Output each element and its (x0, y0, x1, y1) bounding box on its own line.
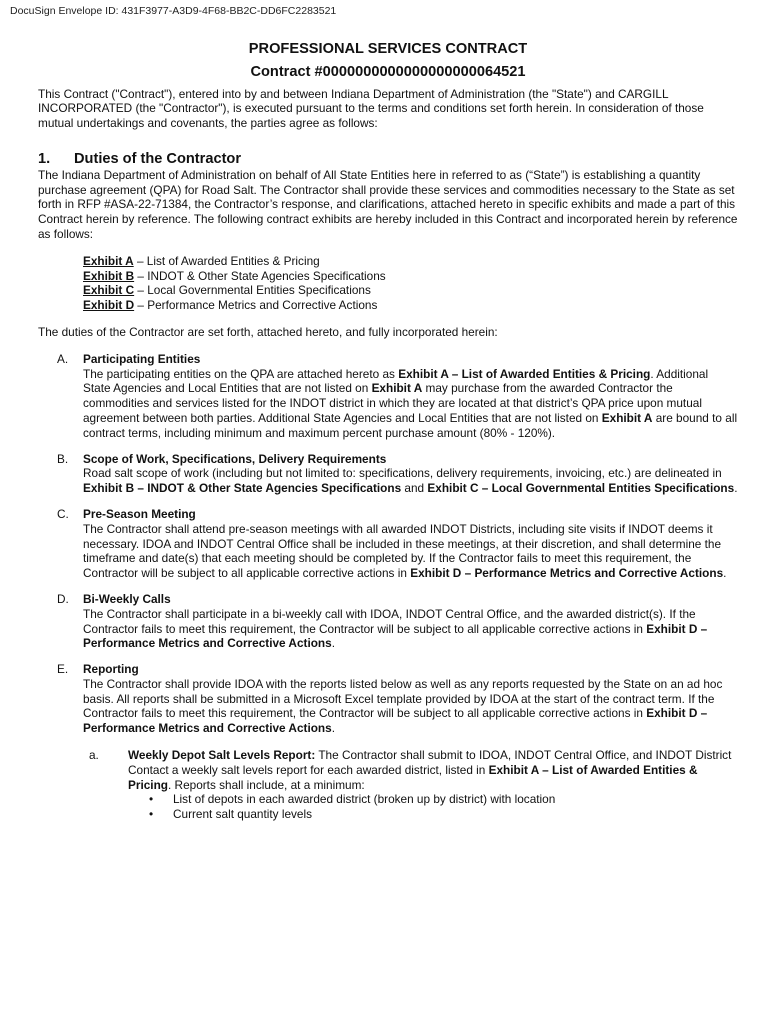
duties-list (38, 352, 738, 736)
list-item: • List of depots in each awarded district (broken up by district) with location (173, 792, 738, 807)
item-text: The participating entities on the QPA are attached hereto as Exhibit A – List of Awarded Entities & Pricing. Additional State Agencies and Local Entities that are not listed on Exhibit A may purchase from the awarded Contractor the commodities and services listed for the INDOT district in which they are located at that district’s QPA price upon mutual agreement between both parties. Additional State Agencies and Local Entities that are not listed on Exhibit A are bound to all contract terms, including minimum and maximum percent purchase amount (80% - 120%). (83, 366, 738, 440)
exhibit-list (83, 254, 738, 313)
item-letter: E. (57, 662, 69, 677)
sub-item-letter: a. (89, 748, 99, 763)
duty-item-e (38, 662, 738, 736)
exhibit-item (83, 254, 738, 269)
exhibit-text: – Local Governmental Entities Specifications (134, 283, 371, 298)
item-letter: C. (57, 506, 69, 521)
exhibit-label: Exhibit C (83, 283, 135, 298)
duty-item-c (38, 507, 738, 581)
item-heading: Pre-Season Meeting (83, 506, 196, 521)
exhibit-label: Exhibit B (83, 268, 135, 283)
report-sub-item-a (38, 748, 738, 822)
contract-number: Contract #0000000000000000000064521 (250, 63, 526, 80)
item-heading: Scope of Work, Specifications, Delivery Requirements (83, 451, 387, 466)
item-heading: Bi-Weekly Calls (83, 591, 171, 606)
duty-item-b (38, 452, 738, 496)
item-text: Road salt scope of work (including but not limited to: specifications, delivery requirements, invoicing, etc.) are delineated in Exhibit B – INDOT & Other State Agencies Specifications and Exhibit C – Local Governmental Entities Specifications. (83, 466, 738, 496)
duty-item-a (38, 352, 738, 441)
section-heading (38, 152, 738, 167)
item-letter: B. (57, 451, 69, 466)
section-paragraph: The Indiana Department of Administration on behalf of All State Entities here in referred to as (“State”) is establishing a quantity purchase agreement (QPA) for Road Salt. The Contractor shall provide these services and commodities necessary to the State as set forth in RFP #ASA-22-71384, the Contractor’s response, and clarifications, attached hereto in specific exhibits and made a part of this Contract herein by reference. The following contract exhibits are hereby included in this Contract and incorporated herein by reference as follows: (38, 167, 738, 241)
exhibit-label: Exhibit D (83, 298, 135, 313)
list-item: • Current salt quantity levels (173, 807, 738, 822)
document-title: PROFESSIONAL SERVICES CONTRACT (248, 41, 528, 57)
section-title: Duties of the Contractor (74, 150, 242, 167)
item-letter: A. (57, 351, 69, 366)
item-heading: Reporting (83, 662, 139, 677)
item-letter: D. (57, 591, 69, 606)
exhibit-label: Exhibit A (83, 253, 134, 268)
intro-paragraph: This Contract ("Contract"), entered into by and between Indiana Department of Administration (the "State") and CARGILL INCORPORATED (the "Contractor"), is executed pursuant to the terms and conditions set forth herein. In consideration of those mutual undertakings and covenants, the parties agree as follows: (38, 86, 704, 131)
exhibit-text: – INDOT & Other State Agencies Specifications (134, 268, 386, 283)
item-text: The Contractor shall provide IDOA with the reports listed below as well as any reports requested by the State on an ad hoc basis. All reports shall be submitted in a Microsoft Excel template provided by IDOA at the start of the contract term. If the Contractor fails to meet this requirement, the Contractor will be subject to all applicable corrective actions in Exhibit D – Performance Metrics and Corrective Actions. (83, 676, 723, 736)
duties-intro: The duties of the Contractor are set forth, attached hereto, and fully incorporated herein: (38, 324, 498, 339)
exhibit-item (83, 298, 738, 313)
contract-page (38, 42, 738, 822)
docusign-envelope-id: DocuSign Envelope ID: 431F3977-A3D9-4F68-BB2C-DD6FC2283521 (10, 5, 337, 17)
section-number: 1. (38, 150, 51, 167)
item-text: The Contractor shall attend pre-season meetings with all awarded INDOT Districts, including site visits if INDOT deems it necessary. IDOA and INDOT Central Office shall be included in these meetings, at their discretion, and shall determine the timeframe and date(s) that each meeting should be completed by. If the Contractor fails to meet this requirement, the Contractor will be subject to all applicable corrective actions in Exhibit D – Performance Metrics and Corrective Actions. (83, 521, 727, 581)
exhibit-item (83, 269, 738, 284)
item-text: The Contractor shall participate in a bi-weekly call with IDOA, INDOT Central Office, and the awarded district(s). If the Contractor fails to meet this requirement, the Contractor will be subject to all applicable corrective actions in Exhibit D – Performance Metrics and Corrective Actions. (83, 606, 708, 651)
exhibit-text: – List of Awarded Entities & Pricing (133, 253, 320, 268)
report-requirements-list (128, 792, 738, 822)
exhibit-text: – Performance Metrics and Corrective Actions (134, 298, 378, 313)
exhibit-item (83, 283, 738, 298)
duty-item-d (38, 592, 738, 651)
item-heading: Participating Entities (83, 351, 201, 366)
sub-item-text: Weekly Depot Salt Levels Report: The Contractor shall submit to IDOA, INDOT Central Office, and INDOT District Contact a weekly salt levels report for each awarded district, listed in Exhibit A – List of Awarded Entities & Pricing. Reports shall include, at a minimum: (128, 748, 732, 792)
